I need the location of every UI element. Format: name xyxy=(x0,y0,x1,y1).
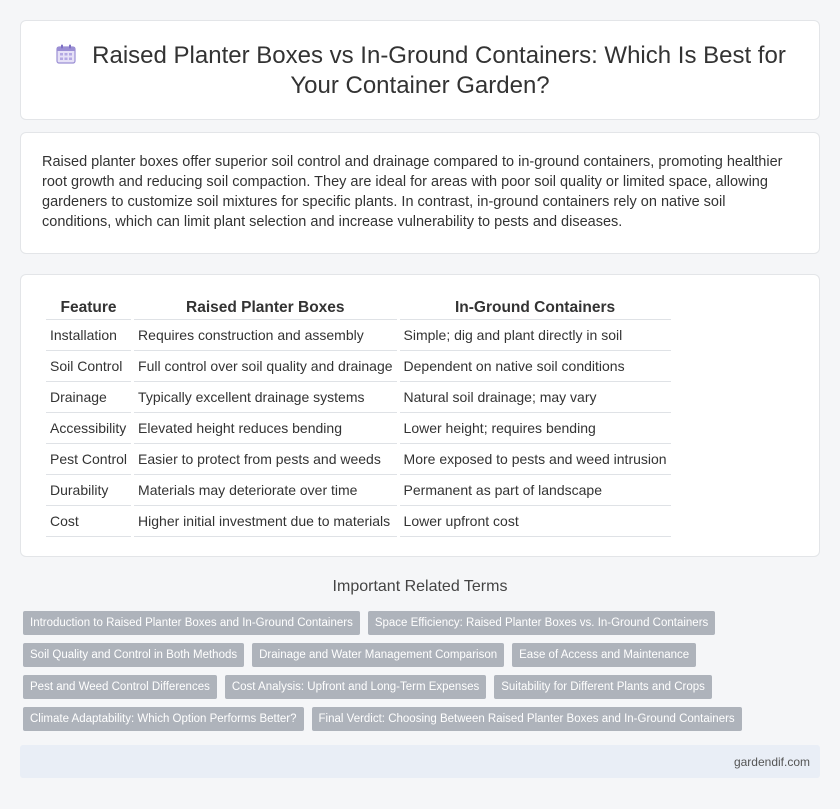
feature-cell: Soil Control xyxy=(46,351,131,382)
feature-cell: Accessibility xyxy=(46,413,131,444)
feature-cell: Drainage xyxy=(46,382,131,413)
raised-cell: Requires construction and assembly xyxy=(134,320,396,351)
raised-cell: Elevated height reduces bending xyxy=(134,413,396,444)
page-title: Raised Planter Boxes vs In-Ground Containers: Which Is Best for Your Container Garden? xyxy=(92,42,786,99)
related-terms-row xyxy=(23,675,712,699)
table-row xyxy=(46,382,671,413)
inground-cell: Dependent on native soil conditions xyxy=(400,351,671,382)
feature-cell: Cost xyxy=(46,506,131,537)
column-header-raised: Raised Planter Boxes xyxy=(134,296,396,320)
related-terms-row xyxy=(23,611,715,635)
related-term-tag[interactable]: Pest and Weed Control Differences xyxy=(23,675,217,699)
feature-cell: Installation xyxy=(46,320,131,351)
inground-cell: Natural soil drainage; may vary xyxy=(400,382,671,413)
inground-cell: Lower upfront cost xyxy=(400,506,671,537)
table-row xyxy=(46,506,671,537)
inground-cell: Simple; dig and plant directly in soil xyxy=(400,320,671,351)
related-term-tag[interactable]: Ease of Access and Maintenance xyxy=(512,643,696,667)
related-term-tag[interactable]: Climate Adaptability: Which Option Performs Better? xyxy=(23,707,304,731)
feature-cell: Pest Control xyxy=(46,444,131,475)
table-row xyxy=(46,444,671,475)
intro-card xyxy=(20,132,820,254)
intro-paragraph: Raised planter boxes offer superior soil control and drainage compared to in-ground containers, promoting healthier root growth and reducing soil compaction. They are ideal for areas with poor soil quality or limited space, allowing gardeners to customize soil mixtures for specific plants. In contrast, in-ground containers rely on native soil conditions, which can limit plant selection and increase vulnerability to pests and diseases. xyxy=(42,154,783,230)
header-card xyxy=(20,20,820,120)
table-row xyxy=(46,320,671,351)
column-header-feature: Feature xyxy=(46,296,131,320)
table-row xyxy=(46,475,671,506)
table-card xyxy=(20,274,820,557)
related-terms-row xyxy=(23,643,696,667)
related-term-tag[interactable]: Cost Analysis: Upfront and Long-Term Expenses xyxy=(225,675,486,699)
related-terms-row xyxy=(23,707,742,731)
related-term-tag[interactable]: Space Efficiency: Raised Planter Boxes vs. In-Ground Containers xyxy=(368,611,715,635)
inground-cell: Permanent as part of landscape xyxy=(400,475,671,506)
raised-cell: Easier to protect from pests and weeds xyxy=(134,444,396,475)
feature-cell: Durability xyxy=(46,475,131,506)
inground-cell: More exposed to pests and weed intrusion xyxy=(400,444,671,475)
footer-bar xyxy=(20,745,820,778)
inground-cell: Lower height; requires bending xyxy=(400,413,671,444)
raised-cell: Materials may deteriorate over time xyxy=(134,475,396,506)
related-term-tag[interactable]: Introduction to Raised Planter Boxes and In-Ground Containers xyxy=(23,611,360,635)
related-term-tag[interactable]: Suitability for Different Plants and Crops xyxy=(494,675,712,699)
footer-site-link[interactable]: gardendif.com xyxy=(733,755,810,769)
raised-cell: Full control over soil quality and drainage xyxy=(134,351,396,382)
related-terms-heading: Important Related Terms xyxy=(332,578,508,595)
column-header-inground: In-Ground Containers xyxy=(400,296,671,320)
raised-cell: Higher initial investment due to materials xyxy=(134,506,396,537)
related-term-tag[interactable]: Drainage and Water Management Comparison xyxy=(252,643,504,667)
related-term-tag[interactable]: Final Verdict: Choosing Between Raised Planter Boxes and In-Ground Containers xyxy=(312,707,742,731)
comparison-table xyxy=(43,296,674,537)
table-row xyxy=(46,351,671,382)
raised-cell: Typically excellent drainage systems xyxy=(134,382,396,413)
table-header-row xyxy=(46,296,671,320)
calendar-icon xyxy=(54,42,78,66)
title-wrap xyxy=(21,41,819,101)
related-term-tag[interactable]: Soil Quality and Control in Both Methods xyxy=(23,643,244,667)
table-row xyxy=(46,413,671,444)
